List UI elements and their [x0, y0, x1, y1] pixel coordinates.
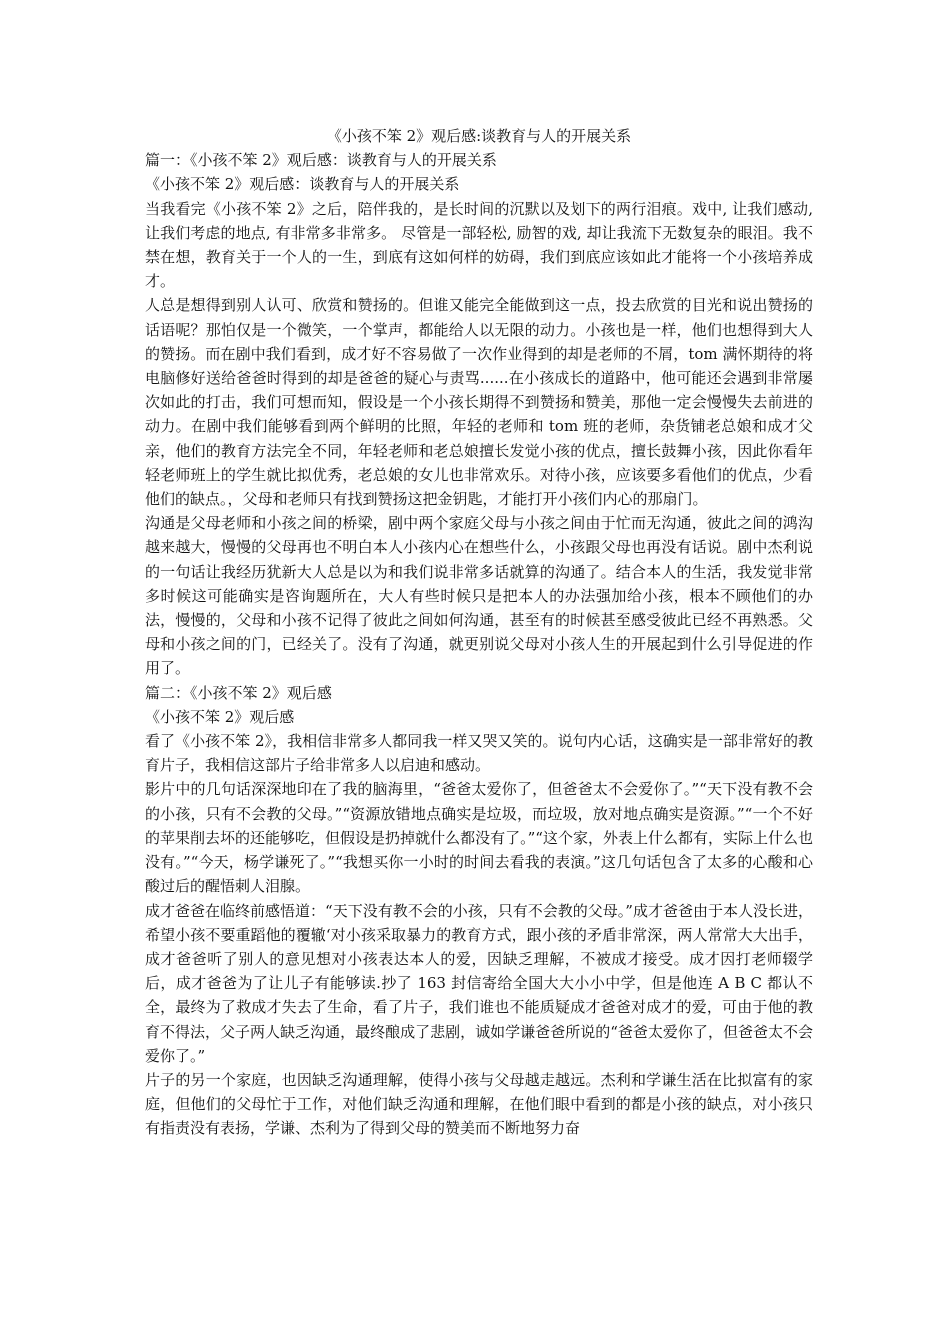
section2-paragraph-2: 影片中的几句话深深地印在了我的脑海里，“爸爸太爱你了，但爸爸太不会爱你了。”“天下没有教不会的小孩，只有不会教的父母。”“资源放错地点确实是垃圾，而垃圾，放对地点确实是资源。”“一个不好的苹果削去坏的还能够吃，但假设是扔掉就什么都没有了。”“这个家，外表上什么都有，实际上什么也没有。”“今天，杨学谦死了。”“我想买你一小时的时间去看我的表演。”这几句话包含了太多的心酸和心酸过后的醒悟刺人泪腺。 [145, 780, 813, 896]
section1-paragraph-1: 当我看完《小孩不笨 2》之后，陪伴我的，是长时间的沉默以及划下的两行泪痕。戏中, 让我们感动, 让我们考虑的地点, 有非常多非常多。 尽管是一部轻松, 励智的戏, 却让我流下无数复杂的眼泪。我不禁在想，教育关于一个人的一生，到底有这如何样的妨碍，我们到底应该如此才能将一个小孩培养成才。 [145, 199, 813, 291]
section1-paragraph-3: 沟通是父母老师和小孩之间的桥梁，剧中两个家庭父母与小孩之间由于忙而无沟通，彼此之间的鸿沟越来越大，慢慢的父母再也不明白本人小孩内心在想些什么，小孩跟父母也再没有话说。剧中杰利说的一句话让我经历犹新大人总是以为和我们说非常多话就算的沟通了。结合本人的生活，我发觉非常多时候这可能确实是咨询题所在，大人有些时候只是把本人的办法强加给小孩，根本不顾他们的办法，慢慢的，父母和小孩不记得了彼此之间如何沟通，甚至有的时候甚至感受彼此已经不再熟悉。父母和小孩之间的门，已经关了。没有了沟通，就更别说父母对小孩人生的开展起到什么引导促进的作用了。 [145, 514, 813, 678]
section2-paragraph-1: 看了《小孩不笨 2》，我相信非常多人都同我一样又哭又笑的。说句内心话，这确实是一部非常好的教育片子，我相信这部片子给非常多人以启迪和感动。 [145, 732, 813, 775]
section2-heading: 篇二：《小孩不笨 2》观后感 [145, 683, 332, 702]
section2-paragraph-4: 片子的另一个家庭，也因缺乏沟通理解，使得小孩与父母越走越远。杰利和学谦生活在比拟富有的家庭，但他们的父母忙于工作，对他们缺乏沟通和理解，在他们眼中看到的都是小孩的缺点，对小孩只有指责没有表扬，学谦、杰利为了得到父母的赞美而不断地努力奋 [145, 1070, 813, 1138]
document-title: 《小孩不笨 2》观后感:谈教育与人的开展关系 [326, 127, 632, 145]
section2-subheading: 《小孩不笨 2》观后感 [145, 707, 295, 726]
document-body [145, 124, 813, 1141]
section1-paragraph-2: 人总是想得到别人认可、欣赏和赞扬的。但谁又能完全能做到这一点，投去欣赏的目光和说出赞扬的话语呢？那怕仅是一个微笑，一个掌声，都能给人以无限的动力。小孩也是一样，他们也想得到大人的赞扬。而在剧中我们看到，成才好不容易做了一次作业得到的却是老师的不屑，tom 满怀期待的将电脑修好送给爸爸时得到的却是爸爸的疑心与责骂......在小孩成长的道路中，他可能还会遇到非常屡次如此的打击，我们可想而知，假设是一个小孩长期得不到赞扬和赞美，那他一定会慢慢失去前进的动力。在剧中我们能够看到两个鲜明的比照，年轻的老师和 tom 班的老师，杂货铺老总娘和成才父亲，他们的教育方法完全不同，年轻老师和老总娘擅长发觉小孩的优点，擅长鼓舞小孩，因此你看年轻老师班上的学生就比拟优秀，老总娘的女儿也非常欢乐。对待小孩，应该要多看他们的优点，少看他们的缺点。，父母和老师只有找到赞扬这把金钥匙，才能打开小孩们内心的那扇门。 [145, 296, 813, 509]
section1-subheading: 《小孩不笨 2》观后感：谈教育与人的开展关系 [145, 175, 460, 194]
section2-paragraph-3: 成才爸爸在临终前感悟道：“天下没有教不会的小孩，只有不会教的父母。”成才爸爸由于本人没长进，希望小孩不要重蹈他的覆辙‘对小孩采取暴力的教育方式，跟小孩的矛盾非常深，两人常常大大出手，成才爸爸听了别人的意见想对小孩表达本人的爱，因缺乏理解，不被成才接受。成才因打老师辍学后，成才爸爸为了让儿子有能够读.抄了 163 封信寄给全国大大小小中学，但是他连 A B C 都认不全，最终为了救成才失去了生命，看了片子，我们谁也不能质疑成才爸爸对成才的爱，可由于他的教育不得法，父子两人缺乏沟通，最终酿成了悲剧，诚如学谦爸爸所说的“爸爸太爱你了，但爸爸太不会爱你了。” [145, 901, 813, 1065]
section1-heading: 篇一：《小孩不笨 2》观后感：谈教育与人的开展关系 [145, 151, 497, 170]
